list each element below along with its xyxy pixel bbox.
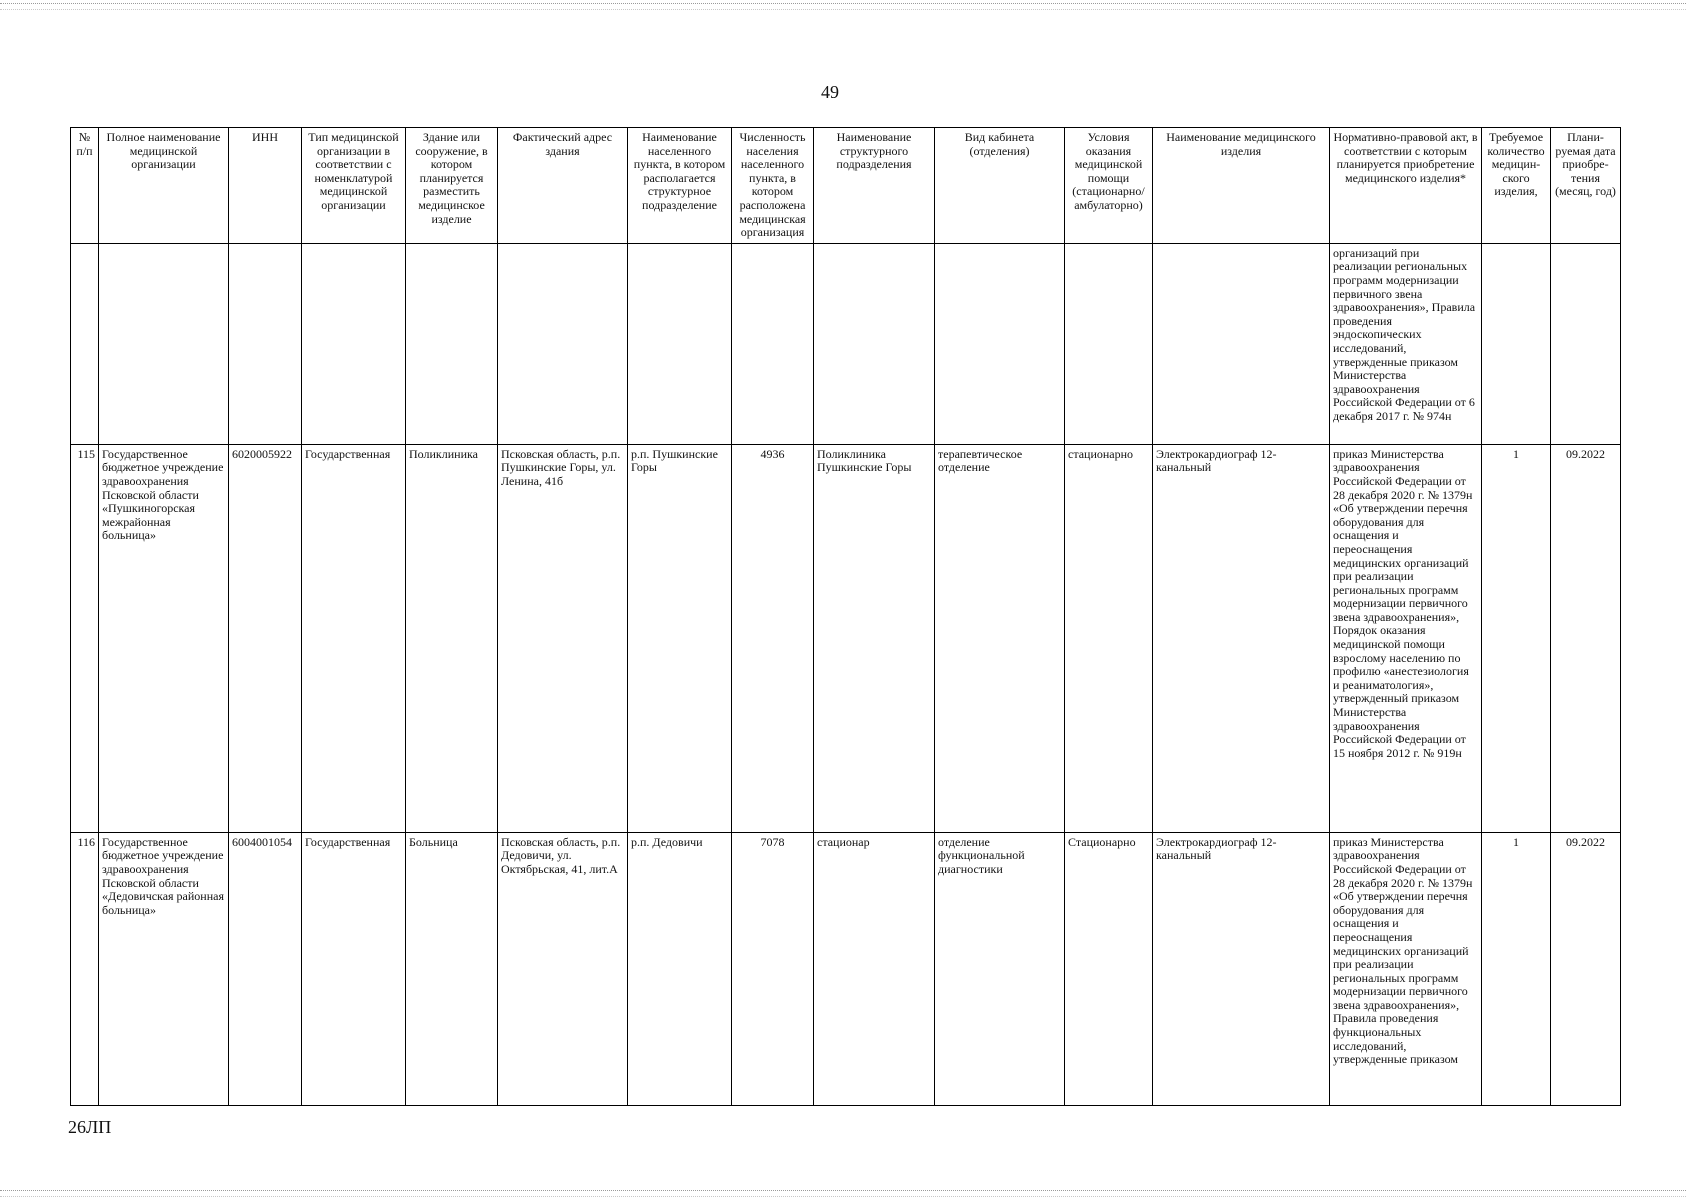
cell-unit: Поликлиника Пушкинские Горы: [814, 444, 935, 832]
cell-device: Электрокардиограф 12-канальный: [1153, 832, 1330, 1105]
col-header-locality: Наименование населенного пункта, в котором располагается структурное подразделение: [628, 128, 732, 244]
table-row: [71, 444, 1621, 832]
cell-cabinet: терапевтическое отделение: [935, 444, 1065, 832]
cell-population: 7078: [732, 832, 814, 1105]
cell-building: Больница: [406, 832, 498, 1105]
equipment-table: [70, 127, 1621, 1106]
table-row-continuation: [71, 243, 1621, 444]
cell-type: Государственная: [302, 444, 406, 832]
col-header-qty: Требуемое количество медицин-ского изделия,: [1482, 128, 1551, 244]
document-code: 26ЛП: [68, 1117, 112, 1137]
col-header-cabinet: Вид кабинета (отделения): [935, 128, 1065, 244]
cell-qty: 1: [1482, 832, 1551, 1105]
cell-legal-act: организаций при реализации региональных программ модернизации первичного звена здравоохранения», Правила проведения эндоскопических исследований, утвержденные приказом Министерства здравоохранения Российской Федерации от 6 декабря 2017 г. № 974н: [1330, 243, 1482, 444]
scan-edge-top: [0, 3, 1686, 10]
cell-date: 09.2022: [1551, 444, 1621, 832]
col-header-legal-act: Нормативно-правовой акт, в соответствии с которым планируется приобретение медицинского изделия*: [1330, 128, 1482, 244]
cell-conditions: стационарно: [1065, 444, 1153, 832]
page-number: 49: [821, 82, 839, 102]
cell-unit: стационар: [814, 832, 935, 1105]
cell-building: Поликлиника: [406, 444, 498, 832]
header-row: [71, 128, 1621, 244]
cell-qty: 1: [1482, 444, 1551, 832]
col-header-building: Здание или сооружение, в котором планируется разместить медицинское изделие: [406, 128, 498, 244]
cell-org: Государственное бюджетное учреждение здравоохранения Псковской области «Дедовичская районная больница»: [99, 832, 229, 1105]
cell-date: 09.2022: [1551, 832, 1621, 1105]
cell-type: Государственная: [302, 832, 406, 1105]
cell-cabinet: отделение функциональной диагностики: [935, 832, 1065, 1105]
cell-inn: 6004001054: [229, 832, 302, 1105]
cell-locality: р.п. Дедовичи: [628, 832, 732, 1105]
cell-address: Псковская область, р.п. Пушкинские Горы, ул. Ленина, 41б: [498, 444, 628, 832]
cell-num: 116: [71, 832, 99, 1105]
cell-org: Государственное бюджетное учреждение здравоохранения Псковской области «Пушкиногорская межрайонная больница»: [99, 444, 229, 832]
cell-population: 4936: [732, 444, 814, 832]
col-header-address: Фактический адрес здания: [498, 128, 628, 244]
cell-num: 115: [71, 444, 99, 832]
col-header-unit: Наименование структурного подразделения: [814, 128, 935, 244]
col-header-type: Тип медицинской организации в соответствии с номенклатурой медицинской организации: [302, 128, 406, 244]
col-header-num: № п/п: [71, 128, 99, 244]
cell-device: Электрокардиограф 12-канальный: [1153, 444, 1330, 832]
cell-address: Псковская область, р.п. Дедовичи, ул. Октябрьская, 41, лит.А: [498, 832, 628, 1105]
cell-inn: 6020005922: [229, 444, 302, 832]
col-header-org: Полное наименование медицинской организации: [99, 128, 229, 244]
cell-legal-act: приказ Министерства здравоохранения Российской Федерации от 28 декабря 2020 г. № 1379н «Об утверждении перечня оборудования для оснащения и переоснащения медицинских организаций при реализации региональных программ модернизации первичного звена здравоохранения», Правила проведения функциональных исследований, утвержденные приказом: [1330, 832, 1482, 1105]
scan-edge-bottom: [0, 1190, 1686, 1197]
table-row: [71, 832, 1621, 1105]
cell-legal-act: приказ Министерства здравоохранения Российской Федерации от 28 декабря 2020 г. № 1379н «Об утверждении перечня оборудования для оснащения и переоснащения медицинских организаций при реализации региональных программ модернизации первичного звена здравоохранения», Порядок оказания медицинской помощи взрослому населению по профилю «анестезиология и реаниматология», утвержденный приказом Министерства здравоохранения Российской Федерации от 15 ноября 2012 г. № 919н: [1330, 444, 1482, 832]
col-header-conditions: Условия оказания медицинской помощи (стационарно/ амбулаторно): [1065, 128, 1153, 244]
col-header-date: Плани-руемая дата приобре-тения (месяц, год): [1551, 128, 1621, 244]
col-header-population: Численность населения населенного пункта, в котором расположена медицинская организация: [732, 128, 814, 244]
col-header-device: Наименование медицинского изделия: [1153, 128, 1330, 244]
cell-conditions: Стационарно: [1065, 832, 1153, 1105]
cell-locality: р.п. Пушкинские Горы: [628, 444, 732, 832]
col-header-inn: ИНН: [229, 128, 302, 244]
